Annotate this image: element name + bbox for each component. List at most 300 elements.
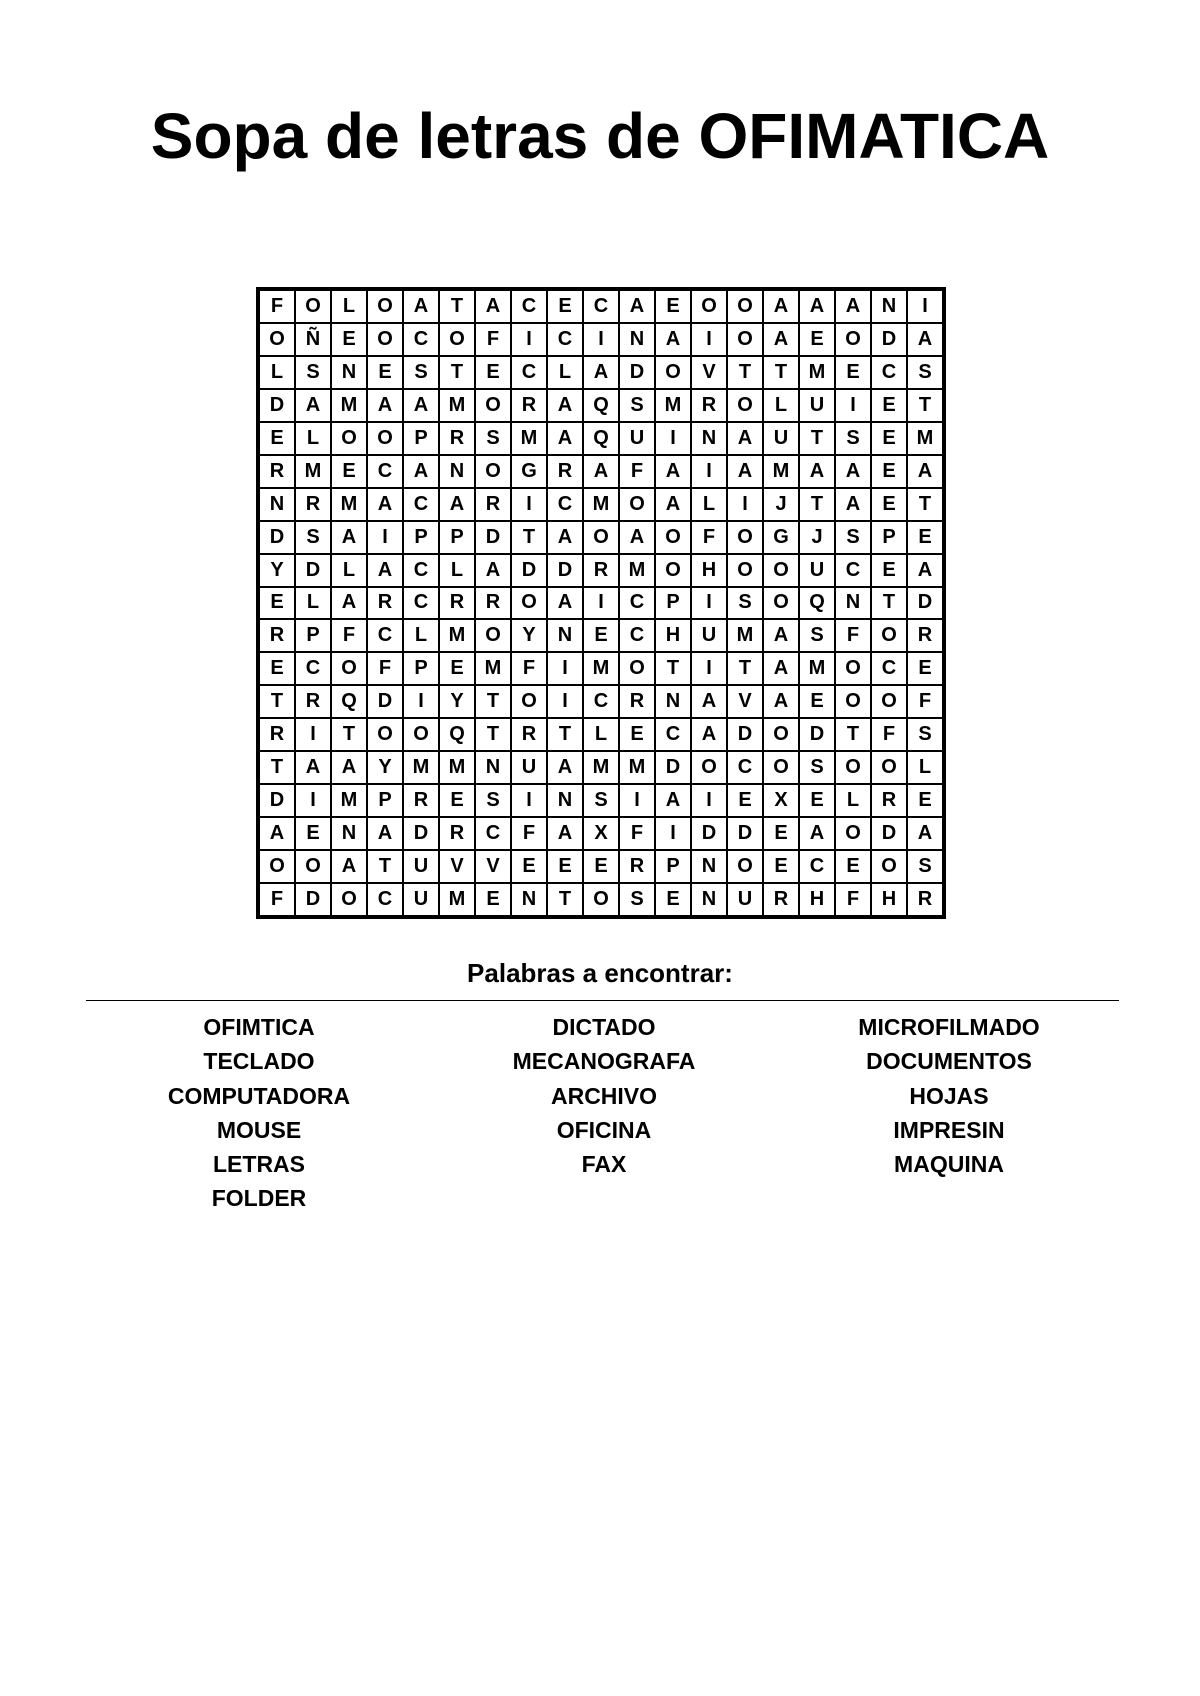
- grid-cell: R: [619, 685, 655, 718]
- word-item: MECANOGRAFA: [512, 1048, 696, 1075]
- grid-cell: A: [763, 652, 799, 685]
- grid-cell: O: [655, 521, 691, 554]
- grid-cell: O: [763, 587, 799, 620]
- grid-cell: D: [619, 356, 655, 389]
- grid-cell: C: [295, 652, 331, 685]
- grid-cell: V: [475, 850, 511, 883]
- grid-cell: V: [727, 685, 763, 718]
- grid-cell: A: [331, 521, 367, 554]
- grid-cell: D: [295, 554, 331, 587]
- grid-cell: L: [907, 751, 943, 784]
- word-item: COMPUTADORA: [167, 1082, 351, 1109]
- grid-cell: A: [547, 389, 583, 422]
- grid-cell: O: [655, 554, 691, 587]
- grid-cell: V: [691, 356, 727, 389]
- grid-cell: M: [475, 652, 511, 685]
- grid-cell: P: [655, 587, 691, 620]
- grid-cell: N: [691, 850, 727, 883]
- grid-cell: O: [835, 685, 871, 718]
- grid-cell: E: [331, 455, 367, 488]
- grid-cell: A: [835, 290, 871, 323]
- grid-cell: A: [547, 751, 583, 784]
- grid-cell: M: [439, 389, 475, 422]
- grid-cell: E: [871, 389, 907, 422]
- grid-cell: C: [655, 718, 691, 751]
- grid-cell: A: [259, 817, 295, 850]
- grid-cell: O: [367, 290, 403, 323]
- grid-cell: O: [475, 619, 511, 652]
- grid-cell: O: [835, 751, 871, 784]
- grid-cell: O: [835, 652, 871, 685]
- grid-cell: P: [871, 521, 907, 554]
- page-title: Sopa de letras de OFIMATICA: [150, 100, 1050, 172]
- grid-cell: G: [511, 455, 547, 488]
- grid-cell: C: [583, 685, 619, 718]
- grid-cell: R: [475, 488, 511, 521]
- grid-cell: T: [799, 422, 835, 455]
- grid-cell: A: [547, 817, 583, 850]
- grid-cell: M: [439, 619, 475, 652]
- grid-cell: A: [367, 488, 403, 521]
- grid-cell: E: [907, 784, 943, 817]
- grid-cell: O: [331, 883, 367, 916]
- grid-cell: M: [655, 389, 691, 422]
- grid-cell: S: [907, 718, 943, 751]
- letter-grid: [256, 287, 946, 919]
- grid-cell: A: [331, 587, 367, 620]
- grid-cell: O: [475, 389, 511, 422]
- grid-cell: A: [907, 554, 943, 587]
- grid-cell: I: [583, 323, 619, 356]
- grid-cell: X: [763, 784, 799, 817]
- grid-cell: I: [511, 323, 547, 356]
- grid-cell: A: [367, 554, 403, 587]
- grid-cell: S: [835, 521, 871, 554]
- grid-cell: O: [835, 817, 871, 850]
- word-item: ARCHIVO: [550, 1082, 658, 1109]
- grid-cell: R: [259, 455, 295, 488]
- grid-cell: A: [295, 751, 331, 784]
- grid-cell: O: [835, 323, 871, 356]
- grid-cell: N: [691, 422, 727, 455]
- word-item: IMPRESIN: [893, 1116, 1005, 1143]
- grid-cell: L: [835, 784, 871, 817]
- grid-cell: A: [799, 817, 835, 850]
- grid-cell: O: [763, 751, 799, 784]
- grid-cell: Y: [367, 751, 403, 784]
- grid-cell: I: [295, 718, 331, 751]
- grid-cell: A: [691, 718, 727, 751]
- grid-cell: E: [763, 850, 799, 883]
- grid-cell: C: [475, 817, 511, 850]
- grid-cell: C: [403, 488, 439, 521]
- grid-cell: T: [835, 718, 871, 751]
- grid-cell: E: [367, 356, 403, 389]
- grid-cell: F: [907, 685, 943, 718]
- grid-cell: J: [799, 521, 835, 554]
- word-item: FAX: [581, 1151, 627, 1178]
- grid-cell: D: [259, 784, 295, 817]
- grid-cell: L: [295, 587, 331, 620]
- grid-cell: T: [871, 587, 907, 620]
- grid-cell: H: [655, 619, 691, 652]
- word-item: MAQUINA: [894, 1151, 1004, 1178]
- grid-cell: I: [547, 652, 583, 685]
- grid-cell: F: [871, 718, 907, 751]
- word-item: MOUSE: [216, 1116, 302, 1143]
- grid-cell: D: [367, 685, 403, 718]
- grid-cell: L: [439, 554, 475, 587]
- grid-cell: N: [655, 685, 691, 718]
- grid-cell: V: [439, 850, 475, 883]
- grid-cell: A: [619, 290, 655, 323]
- grid-cell: Ñ: [295, 323, 331, 356]
- grid-cell: C: [799, 850, 835, 883]
- grid-cell: M: [331, 784, 367, 817]
- grid-cell: D: [259, 521, 295, 554]
- grid-cell: O: [871, 751, 907, 784]
- grid-cell: N: [259, 488, 295, 521]
- grid-cell: T: [475, 685, 511, 718]
- grid-cell: R: [691, 389, 727, 422]
- grid-cell: E: [475, 883, 511, 916]
- grid-cell: E: [871, 554, 907, 587]
- grid-cell: E: [871, 455, 907, 488]
- grid-cell: M: [331, 488, 367, 521]
- grid-cell: R: [619, 850, 655, 883]
- grid-cell: E: [439, 652, 475, 685]
- grid-cell: P: [403, 521, 439, 554]
- grid-cell: A: [619, 521, 655, 554]
- grid-cell: A: [727, 422, 763, 455]
- grid-cell: S: [619, 883, 655, 916]
- grid-cell: O: [511, 587, 547, 620]
- grid-cell: N: [331, 356, 367, 389]
- word-item: LETRAS: [213, 1151, 305, 1178]
- grid-cell: A: [907, 817, 943, 850]
- grid-cell: F: [835, 619, 871, 652]
- word-item: DOCUMENTOS: [866, 1048, 1032, 1075]
- grid-cell: O: [619, 652, 655, 685]
- grid-cell: Y: [259, 554, 295, 587]
- grid-cell: R: [907, 883, 943, 916]
- grid-cell: M: [727, 619, 763, 652]
- grid-cell: M: [583, 488, 619, 521]
- grid-cell: F: [511, 652, 547, 685]
- grid-cell: S: [475, 422, 511, 455]
- grid-cell: T: [727, 356, 763, 389]
- grid-cell: M: [439, 883, 475, 916]
- grid-cell: O: [691, 751, 727, 784]
- grid-cell: C: [871, 356, 907, 389]
- grid-cell: U: [619, 422, 655, 455]
- grid-cell: R: [475, 587, 511, 620]
- grid-cell: O: [295, 290, 331, 323]
- grid-cell: D: [295, 883, 331, 916]
- grid-cell: E: [907, 652, 943, 685]
- grid-cell: Q: [583, 422, 619, 455]
- grid-cell: F: [331, 619, 367, 652]
- grid-cell: O: [727, 323, 763, 356]
- grid-cell: D: [259, 389, 295, 422]
- grid-cell: D: [547, 554, 583, 587]
- grid-cell: A: [763, 619, 799, 652]
- grid-cell: E: [799, 323, 835, 356]
- grid-cell: A: [439, 488, 475, 521]
- word-column-1: [59, 1010, 459, 1216]
- word-item: MICROFILMADO: [858, 1014, 1040, 1040]
- grid-cell: A: [403, 389, 439, 422]
- grid-cell: I: [907, 290, 943, 323]
- grid-cell: A: [403, 455, 439, 488]
- grid-cell: O: [439, 323, 475, 356]
- grid-cell: X: [583, 817, 619, 850]
- grid-cell: D: [727, 718, 763, 751]
- grid-cell: E: [547, 290, 583, 323]
- grid-cell: D: [655, 751, 691, 784]
- grid-cell: Y: [439, 685, 475, 718]
- grid-cell: T: [547, 718, 583, 751]
- grid-cell: A: [763, 323, 799, 356]
- grid-cell: T: [907, 389, 943, 422]
- grid-cell: F: [619, 455, 655, 488]
- grid-cell: I: [583, 587, 619, 620]
- grid-cell: M: [583, 751, 619, 784]
- grid-cell: P: [403, 422, 439, 455]
- grid-cell: A: [655, 455, 691, 488]
- grid-cell: A: [835, 488, 871, 521]
- grid-cell: T: [367, 850, 403, 883]
- grid-cell: A: [547, 521, 583, 554]
- word-item: OFICINA: [556, 1116, 652, 1143]
- divider-line: [86, 1000, 1119, 1001]
- grid-cell: O: [583, 883, 619, 916]
- grid-cell: A: [331, 751, 367, 784]
- grid-cell: E: [835, 356, 871, 389]
- grid-cell: N: [439, 455, 475, 488]
- grid-cell: R: [295, 488, 331, 521]
- grid-cell: E: [511, 850, 547, 883]
- grid-cell: N: [511, 883, 547, 916]
- grid-cell: E: [619, 718, 655, 751]
- grid-cell: O: [727, 389, 763, 422]
- grid-cell: E: [907, 521, 943, 554]
- grid-cell: A: [655, 784, 691, 817]
- grid-cell: E: [799, 685, 835, 718]
- grid-cell: N: [331, 817, 367, 850]
- grid-cell: N: [547, 619, 583, 652]
- grid-cell: O: [367, 323, 403, 356]
- grid-cell: C: [835, 554, 871, 587]
- grid-cell: J: [763, 488, 799, 521]
- grid-cell: D: [511, 554, 547, 587]
- grid-cell: F: [511, 817, 547, 850]
- grid-cell: I: [619, 784, 655, 817]
- grid-cell: I: [691, 323, 727, 356]
- grid-cell: S: [295, 356, 331, 389]
- grid-cell: L: [763, 389, 799, 422]
- grid-cell: A: [583, 356, 619, 389]
- grid-cell: C: [871, 652, 907, 685]
- grid-cell: L: [259, 356, 295, 389]
- grid-cell: O: [727, 521, 763, 554]
- grid-cell: O: [763, 554, 799, 587]
- grid-cell: O: [871, 685, 907, 718]
- grid-cell: U: [511, 751, 547, 784]
- grid-cell: E: [583, 619, 619, 652]
- grid-cell: N: [871, 290, 907, 323]
- grid-cell: F: [691, 521, 727, 554]
- grid-cell: O: [727, 850, 763, 883]
- grid-cell: U: [727, 883, 763, 916]
- grid-cell: T: [907, 488, 943, 521]
- grid-cell: O: [655, 356, 691, 389]
- grid-cell: I: [691, 455, 727, 488]
- grid-cell: C: [619, 587, 655, 620]
- grid-cell: M: [763, 455, 799, 488]
- grid-cell: R: [403, 784, 439, 817]
- grid-cell: M: [511, 422, 547, 455]
- grid-cell: T: [259, 685, 295, 718]
- grid-cell: C: [547, 488, 583, 521]
- grid-cell: R: [583, 554, 619, 587]
- grid-cell: S: [295, 521, 331, 554]
- word-item: FOLDER: [211, 1185, 307, 1212]
- grid-cell: R: [907, 619, 943, 652]
- word-item: TECLADO: [203, 1048, 315, 1075]
- grid-cell: A: [691, 685, 727, 718]
- grid-cell: R: [367, 587, 403, 620]
- grid-cell: E: [439, 784, 475, 817]
- grid-cell: M: [907, 422, 943, 455]
- grid-cell: R: [547, 455, 583, 488]
- grid-cell: N: [835, 587, 871, 620]
- grid-cell: T: [799, 488, 835, 521]
- grid-cell: U: [763, 422, 799, 455]
- grid-cell: N: [475, 751, 511, 784]
- grid-cell: A: [655, 488, 691, 521]
- grid-cell: P: [295, 619, 331, 652]
- grid-cell: T: [439, 356, 475, 389]
- grid-cell: T: [475, 718, 511, 751]
- grid-cell: F: [259, 290, 295, 323]
- grid-cell: L: [403, 619, 439, 652]
- grid-cell: E: [763, 817, 799, 850]
- grid-cell: A: [799, 290, 835, 323]
- grid-cell: A: [475, 290, 511, 323]
- grid-cell: O: [871, 619, 907, 652]
- grid-cell: U: [799, 554, 835, 587]
- grid-cell: S: [403, 356, 439, 389]
- grid-cell: C: [403, 323, 439, 356]
- grid-cell: S: [583, 784, 619, 817]
- grid-cell: O: [475, 455, 511, 488]
- grid-cell: R: [259, 718, 295, 751]
- grid-cell: S: [907, 850, 943, 883]
- grid-cell: S: [799, 619, 835, 652]
- grid-cell: A: [799, 455, 835, 488]
- grid-cell: S: [907, 356, 943, 389]
- grid-cell: T: [439, 290, 475, 323]
- grid-cell: I: [511, 784, 547, 817]
- grid-cell: A: [907, 323, 943, 356]
- grid-cell: E: [295, 817, 331, 850]
- grid-cell: A: [547, 587, 583, 620]
- grid-cell: C: [511, 290, 547, 323]
- grid-cell: M: [295, 455, 331, 488]
- grid-cell: D: [799, 718, 835, 751]
- grid-cell: A: [907, 455, 943, 488]
- grid-cell: R: [511, 718, 547, 751]
- grid-cell: M: [583, 652, 619, 685]
- grid-cell: I: [547, 685, 583, 718]
- grid-cell: S: [835, 422, 871, 455]
- grid-cell: C: [367, 883, 403, 916]
- grid-cell: F: [367, 652, 403, 685]
- grid-cell: R: [439, 422, 475, 455]
- grid-cell: L: [331, 554, 367, 587]
- grid-cell: C: [727, 751, 763, 784]
- grid-cell: F: [835, 883, 871, 916]
- grid-cell: E: [259, 587, 295, 620]
- word-item: HOJAS: [909, 1082, 989, 1109]
- grid-cell: I: [835, 389, 871, 422]
- grid-cell: O: [727, 290, 763, 323]
- grid-cell: A: [835, 455, 871, 488]
- grid-cell: I: [691, 652, 727, 685]
- grid-cell: C: [403, 554, 439, 587]
- grid-cell: I: [691, 587, 727, 620]
- grid-cell: Q: [583, 389, 619, 422]
- grid-cell: Y: [511, 619, 547, 652]
- grid-cell: D: [907, 587, 943, 620]
- words-heading: Palabras a encontrar:: [467, 958, 733, 988]
- grid-cell: C: [367, 619, 403, 652]
- grid-cell: D: [403, 817, 439, 850]
- grid-cell: F: [619, 817, 655, 850]
- grid-cell: E: [799, 784, 835, 817]
- grid-cell: A: [403, 290, 439, 323]
- grid-cell: R: [511, 389, 547, 422]
- grid-cell: O: [331, 422, 367, 455]
- grid-cell: I: [655, 422, 691, 455]
- grid-cell: I: [655, 817, 691, 850]
- grid-cell: P: [403, 652, 439, 685]
- grid-cell: U: [799, 389, 835, 422]
- word-item: OFIMTICA: [203, 1014, 315, 1040]
- grid-cell: A: [727, 455, 763, 488]
- grid-cell: A: [583, 455, 619, 488]
- grid-cell: H: [871, 883, 907, 916]
- grid-cell: T: [511, 521, 547, 554]
- grid-cell: C: [403, 587, 439, 620]
- grid-cell: E: [259, 652, 295, 685]
- grid-cell: T: [727, 652, 763, 685]
- grid-cell: L: [583, 718, 619, 751]
- grid-cell: C: [583, 290, 619, 323]
- grid-cell: T: [259, 751, 295, 784]
- grid-cell: A: [475, 554, 511, 587]
- grid-cell: A: [295, 389, 331, 422]
- grid-cell: E: [835, 850, 871, 883]
- grid-cell: I: [727, 488, 763, 521]
- grid-cell: M: [403, 751, 439, 784]
- grid-cell: O: [763, 718, 799, 751]
- grid-cell: O: [331, 652, 367, 685]
- grid-cell: T: [655, 652, 691, 685]
- grid-cell: M: [619, 751, 655, 784]
- grid-cell: A: [331, 850, 367, 883]
